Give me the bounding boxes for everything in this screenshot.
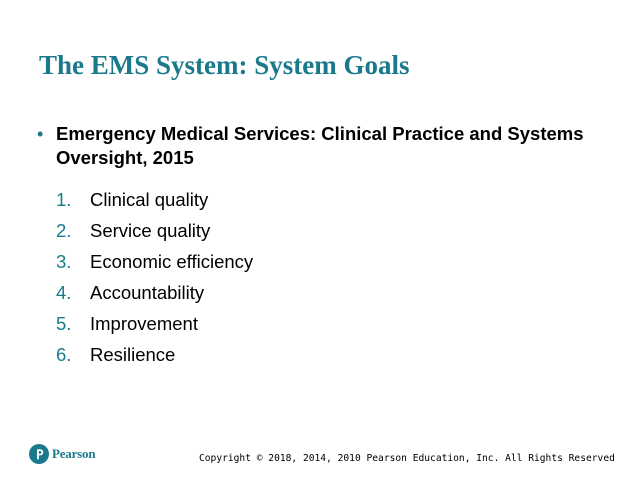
goal-label: Clinical quality <box>90 189 209 210</box>
goal-item <box>56 215 253 246</box>
slide-title: The EMS System: System Goals <box>39 50 410 80</box>
goal-item <box>56 246 253 277</box>
goal-label: Resilience <box>90 344 176 365</box>
goal-number: 5. <box>56 313 72 334</box>
goal-label: Economic efficiency <box>90 251 254 272</box>
pearson-logo-icon <box>29 444 49 464</box>
goals-list <box>56 184 253 370</box>
goal-item <box>56 308 253 339</box>
bullet-text: Emergency Medical Services: Clinical Practice and Systems Oversight, 2015 <box>56 123 584 168</box>
bullet-dot-icon: • <box>37 124 44 144</box>
goal-number: 4. <box>56 282 72 303</box>
goal-label: Service quality <box>90 220 211 241</box>
pearson-logo <box>29 444 95 464</box>
copyright-text: Copyright © 2018, 2014, 2010 Pearson Education, Inc. All Rights Reserved <box>199 453 615 464</box>
goal-item <box>56 339 253 370</box>
goal-item <box>56 184 253 215</box>
goal-number: 3. <box>56 251 72 272</box>
goal-label: Accountability <box>90 282 205 303</box>
goal-number: 2. <box>56 220 72 241</box>
goal-label: Improvement <box>90 313 198 334</box>
pearson-wordmark: Pearson <box>52 446 96 461</box>
bullet-item <box>37 122 597 170</box>
goal-number: 6. <box>56 344 72 365</box>
goal-item <box>56 277 253 308</box>
goal-number: 1. <box>56 189 72 210</box>
